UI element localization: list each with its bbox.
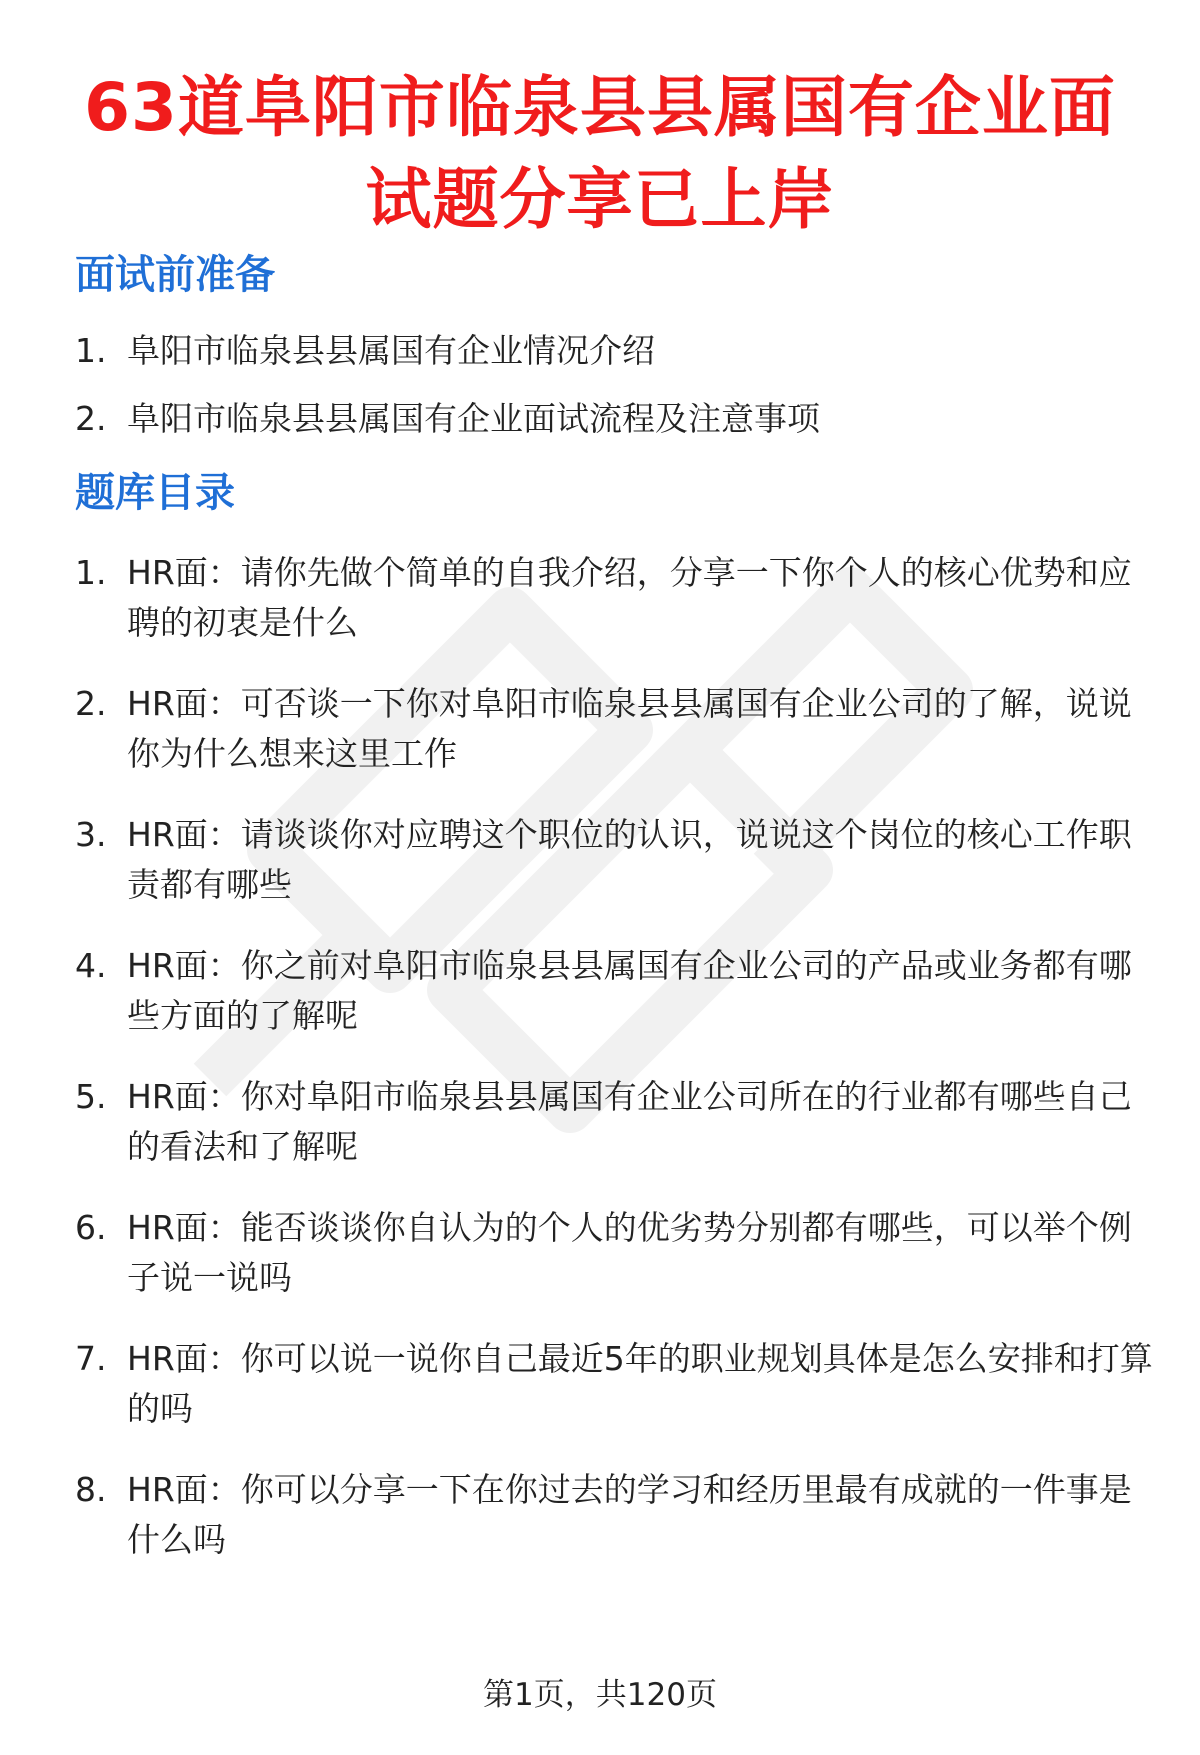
item-text: HR面：你对阜阳市临泉县县属国有企业公司所在的行业都有哪些自己的看法和了解呢: [127, 1077, 1132, 1166]
page-footer: 第1页，共120页: [483, 1677, 717, 1713]
item-text: HR面：可否谈一下你对阜阳市临泉县县属国有企业公司的了解，说说你为什么想来这里工作: [127, 684, 1132, 773]
item-number: 6.: [75, 1208, 107, 1247]
document-title: 63道阜阳市临泉县县属国有企业面试题分享已上岸: [84, 69, 1116, 238]
list-item: [75, 326, 1155, 394]
item-text: 阜阳市临泉县县属国有企业情况介绍: [127, 331, 655, 370]
item-number: 2.: [75, 684, 107, 723]
item-text: HR面：能否谈谈你自认为的个人的优劣势分别都有哪些，可以举个例子说一说吗: [127, 1208, 1132, 1297]
section-heading-prep: 面试前准备: [75, 252, 275, 298]
prep-list: [75, 326, 1155, 462]
item-number: 4.: [75, 946, 107, 985]
section-heading-question-bank: 题库目录: [75, 470, 235, 516]
item-text: HR面：你可以分享一下在你过去的学习和经历里最有成就的一件事是什么吗: [127, 1470, 1132, 1559]
list-item: [75, 1334, 1155, 1465]
list-item: [75, 548, 1155, 679]
list-item: [75, 1072, 1155, 1203]
item-number: 1.: [75, 553, 107, 592]
item-number: 5.: [75, 1077, 107, 1116]
item-text: HR面：请你先做个简单的自我介绍，分享一下你个人的核心优势和应聘的初衷是什么: [127, 553, 1132, 642]
list-item: [75, 941, 1155, 1072]
question-bank-list: [75, 548, 1155, 1596]
item-number: 8.: [75, 1470, 107, 1509]
list-item: [75, 394, 1155, 462]
item-text: HR面：请谈谈你对应聘这个职位的认识，说说这个岗位的核心工作职责都有哪些: [127, 815, 1132, 904]
item-text: HR面：你可以说一说你自己最近5年的职业规划具体是怎么安排和打算的吗: [127, 1339, 1153, 1428]
list-item: [75, 1203, 1155, 1334]
item-number: 2.: [75, 399, 107, 438]
item-number: 1.: [75, 331, 107, 370]
item-text: HR面：你之前对阜阳市临泉县县属国有企业公司的产品或业务都有哪些方面的了解呢: [127, 946, 1132, 1035]
item-number: 7.: [75, 1339, 107, 1378]
list-item: [75, 1465, 1155, 1596]
item-text: 阜阳市临泉县县属国有企业面试流程及注意事项: [127, 399, 820, 438]
list-item: [75, 679, 1155, 810]
item-number: 3.: [75, 815, 107, 854]
list-item: [75, 810, 1155, 941]
